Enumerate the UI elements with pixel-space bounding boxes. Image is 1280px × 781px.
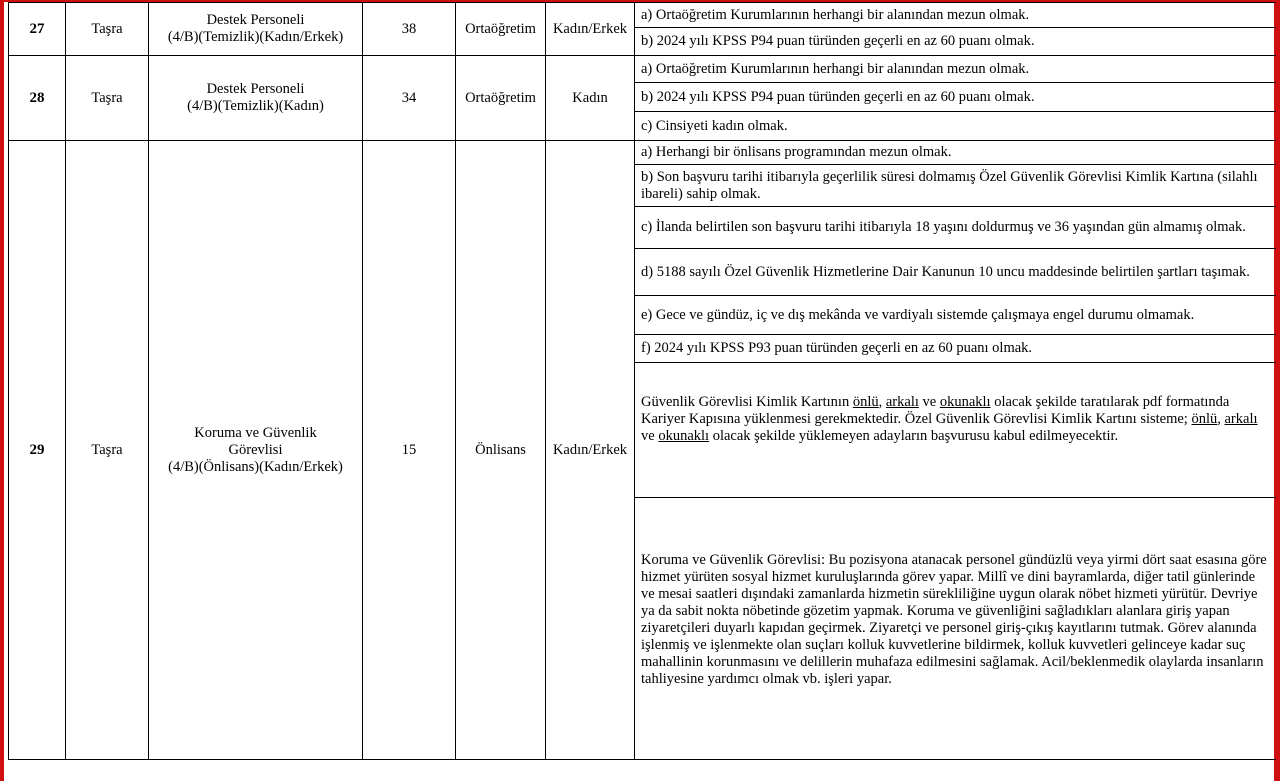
position-cell [149, 56, 363, 141]
positions-table [8, 2, 1276, 760]
gender-cell: Kadın [546, 56, 635, 141]
note-underlined: önlü [852, 393, 879, 410]
note-text: , [878, 393, 886, 410]
location-cell: Taşra [66, 141, 149, 760]
position-line: (4/B)(Temizlik)(Kadın/Erkek) [167, 29, 344, 45]
position-description: Koruma ve Güvenlik Görevlisi: Bu pozisyona atanacak personel gündüzlü veya yirmi dört saat esasına göre hizmet yürüten sosyal hizmet kuruluşlarında görev yapar. Millî ve dini bayramlarda, diğer tatil günlerinde ve mesai saatleri dışındaki zamanlarda hizmetin sürekliliğine uygun olarak nöbet hizmeti yürütür. Devriye ya da sabit nokta nöbetinde gözetim yapmak. Koruma ve güvenliğini sağladıkları alanlara giriş yapan ziyaretçileri duyarlı kapıdan geçirmek. Ziyaretçi ve personel giriş-çıkış kayıtlarını tutmak. Görev alanında işlenmiş ve işlenmekte olan suçları kolluk kuvvetlerine bildirmek, kolluk kuvvetleri gelinceye kadar suç mahallinin korunmasını ve delillerin muhafaza edilmesini sağlamak. Acil/beklenmedik olaylarda insanların tahliyesine yardımcı olmak vb. işleri yapar. [635, 498, 1277, 760]
requirement-item: b) 2024 yılı KPSS P94 puan türünden geçerli en az 60 puanı olmak. [635, 28, 1277, 56]
position-cell [149, 3, 363, 56]
education-cell: Ortaöğretim [456, 56, 546, 141]
note-text: olacak şekilde taratılarak pdf formatında Kariyer Kapısına yüklenmesi gerekmektedir. Özel Güvenlik Görevlisi Kimlik Kartını sisteme; [641, 393, 1230, 427]
count-cell: 15 [363, 141, 456, 760]
requirement-item: b) Son başvuru tarihi itibarıyla geçerlilik süresi dolmamış Özel Güvenlik Görevlisi Kimlik Kartına (silahlı ibareli) sahip olmak. [635, 165, 1277, 207]
note-text: Güvenlik Görevlisi Kimlik Kartının [641, 393, 853, 410]
note-underlined: önlü [1191, 410, 1218, 427]
table-row [9, 141, 1277, 165]
note-underlined: okunaklı [939, 393, 991, 410]
table-row [9, 3, 1277, 28]
note-underlined: arkalı [1224, 410, 1258, 427]
position-line: Destek Personeli [206, 81, 305, 97]
location-cell: Taşra [66, 3, 149, 56]
position-line: Koruma ve Güvenlik [194, 424, 317, 441]
requirement-item: a) Ortaöğretim Kurumlarının herhangi bir alanından mezun olmak. [635, 56, 1277, 83]
requirement-item: b) 2024 yılı KPSS P94 puan türünden geçerli en az 60 puanı olmak. [635, 83, 1277, 112]
note-text: ve [918, 393, 940, 410]
table-row [9, 56, 1277, 83]
note-underlined: arkalı [885, 393, 919, 410]
frame-left-border [0, 0, 4, 781]
row-number: 29 [9, 141, 66, 760]
count-cell: 34 [363, 56, 456, 141]
requirement-item: a) Herhangi bir önlisans programından mezun olmak. [635, 141, 1277, 165]
row-number: 28 [9, 56, 66, 141]
requirement-item: f) 2024 yılı KPSS P93 puan türünden geçerli en az 60 puanı olmak. [635, 335, 1277, 363]
education-cell: Ortaöğretim [456, 3, 546, 56]
upload-note [635, 363, 1277, 498]
requirement-item: c) İlanda belirtilen son başvuru tarihi itibarıyla 18 yaşını doldurmuş ve 36 yaşından gün almamış olmak. [635, 207, 1277, 249]
position-cell [149, 141, 363, 760]
position-line: Destek Personeli [206, 12, 305, 28]
note-text: , [1217, 410, 1225, 427]
gender-cell: Kadın/Erkek [546, 141, 635, 760]
education-cell: Önlisans [456, 141, 546, 760]
requirement-item: a) Ortaöğretim Kurumlarının herhangi bir alanından mezun olmak. [635, 3, 1277, 28]
note-text: ve [641, 427, 659, 444]
position-line: (4/B)(Temizlik)(Kadın) [187, 98, 324, 114]
position-line: (4/B)(Önlisans)(Kadın/Erkek) [168, 458, 343, 475]
requirement-item: e) Gece ve gündüz, iç ve dış mekânda ve vardiyalı sistemde çalışmaya engel durumu olmamak. [635, 296, 1277, 335]
document-page [8, 2, 1276, 781]
location-cell: Taşra [66, 56, 149, 141]
requirement-item: c) Cinsiyeti kadın olmak. [635, 112, 1277, 141]
requirement-item: d) 5188 sayılı Özel Güvenlik Hizmetlerine Dair Kanunun 10 uncu maddesinde belirtilen şartları taşımak. [635, 249, 1277, 296]
row-number: 27 [9, 3, 66, 56]
note-underlined: okunaklı [658, 427, 710, 444]
gender-cell: Kadın/Erkek [546, 3, 635, 56]
count-cell: 38 [363, 3, 456, 56]
note-text: olacak şekilde yüklemeyen adayların başvurusu kabul edilmeyecektir. [709, 427, 1119, 444]
position-line: Görevlisi [228, 441, 283, 458]
